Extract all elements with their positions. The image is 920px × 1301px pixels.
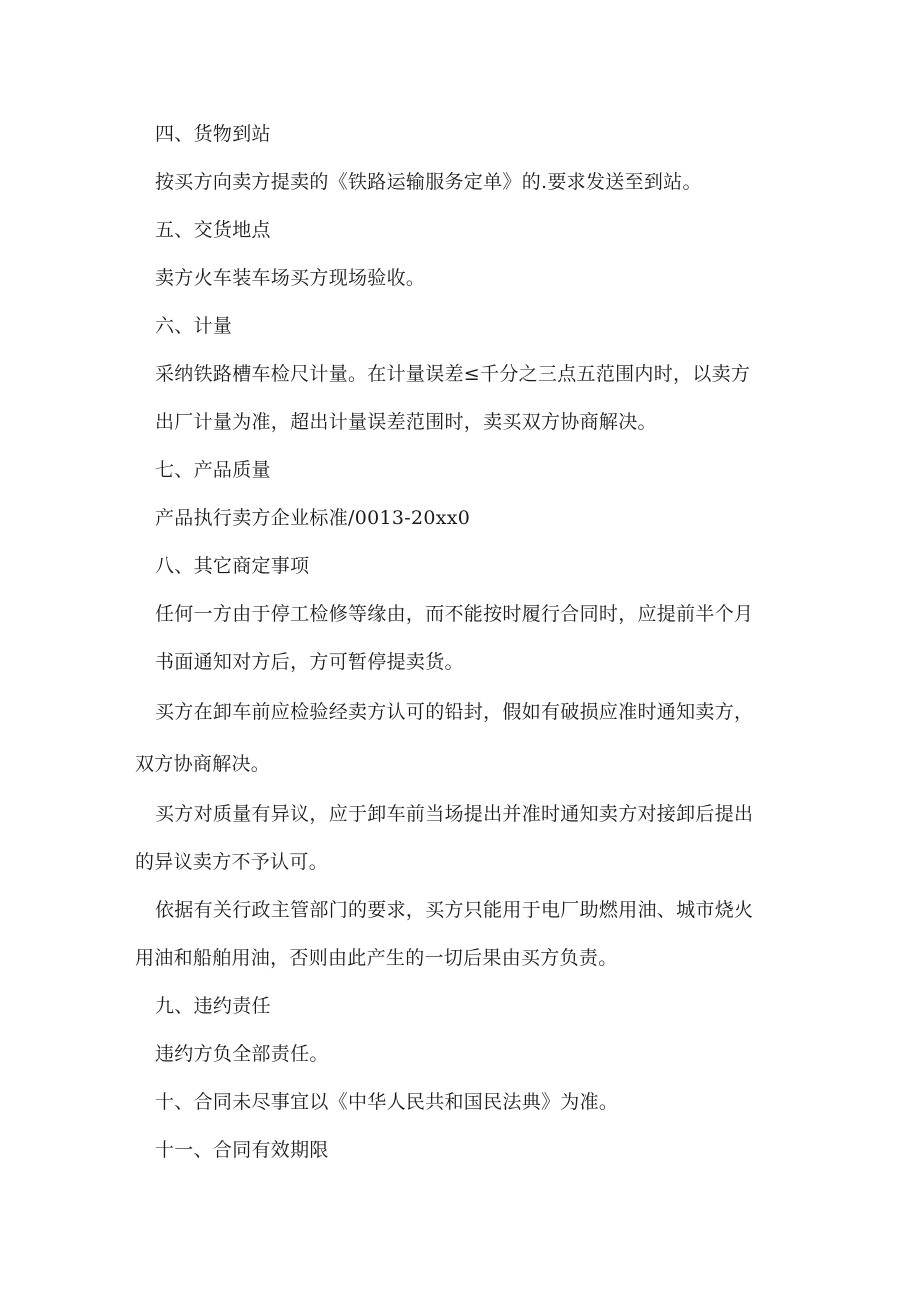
paragraph-line: 依据有关行政主管部门的要求，买方只能用于电厂助燃用油、城市烧火: [155, 899, 754, 921]
section-heading-5: 五、交货地点: [155, 219, 271, 241]
section-heading-8: 八、其它商定事项: [155, 555, 310, 577]
paragraph-line: 出厂计量为准，超出计量误差范围时，卖买双方协商解决。: [155, 411, 657, 433]
section-heading-10: 十、合同未尽事宜以《中华人民共和国民法典》为准。: [155, 1091, 619, 1113]
paragraph-line: 违约方负全部责任。: [155, 1043, 329, 1065]
paragraph-line: 按买方向卖方提卖的《铁路运输服务定单》的.要求发送至到站。: [155, 171, 702, 193]
paragraph-line: 的异议卖方不予认可。: [135, 851, 329, 873]
section-heading-4: 四、货物到站: [155, 123, 271, 145]
paragraph-line: 采纳铁路槽车检尺计量。在计量误差≤千分之三点五范围内时，以卖方: [155, 363, 751, 385]
paragraph-line: 买方在卸车前应检验经卖方认可的铅封，假如有破损应准时通知卖方，: [155, 701, 754, 723]
section-heading-6: 六、计量: [155, 315, 233, 337]
paragraph-line: 双方协商解决。: [135, 753, 271, 775]
paragraph-line: 产品执行卖方企业标准∕0013-20xx0: [155, 507, 471, 529]
paragraph-line: 买方对质量有异议，应于卸车前当场提出并准时通知卖方对接卸后提出: [155, 803, 754, 825]
paragraph-line: 卖方火车装车场买方现场验收。: [155, 267, 426, 289]
paragraph-line: 任何一方由于停工检修等缘由，而不能按时履行合同时，应提前半个月: [155, 603, 754, 625]
section-heading-11: 十一、合同有效期限: [155, 1139, 329, 1161]
paragraph-line: 书面通知对方后，方可暂停提卖货。: [155, 651, 464, 673]
paragraph-line: 用油和船舶用油，否则由此产生的一切后果由买方负责。: [135, 947, 618, 969]
section-heading-7: 七、产品质量: [155, 459, 271, 481]
section-heading-9: 九、违约责任: [155, 995, 271, 1017]
